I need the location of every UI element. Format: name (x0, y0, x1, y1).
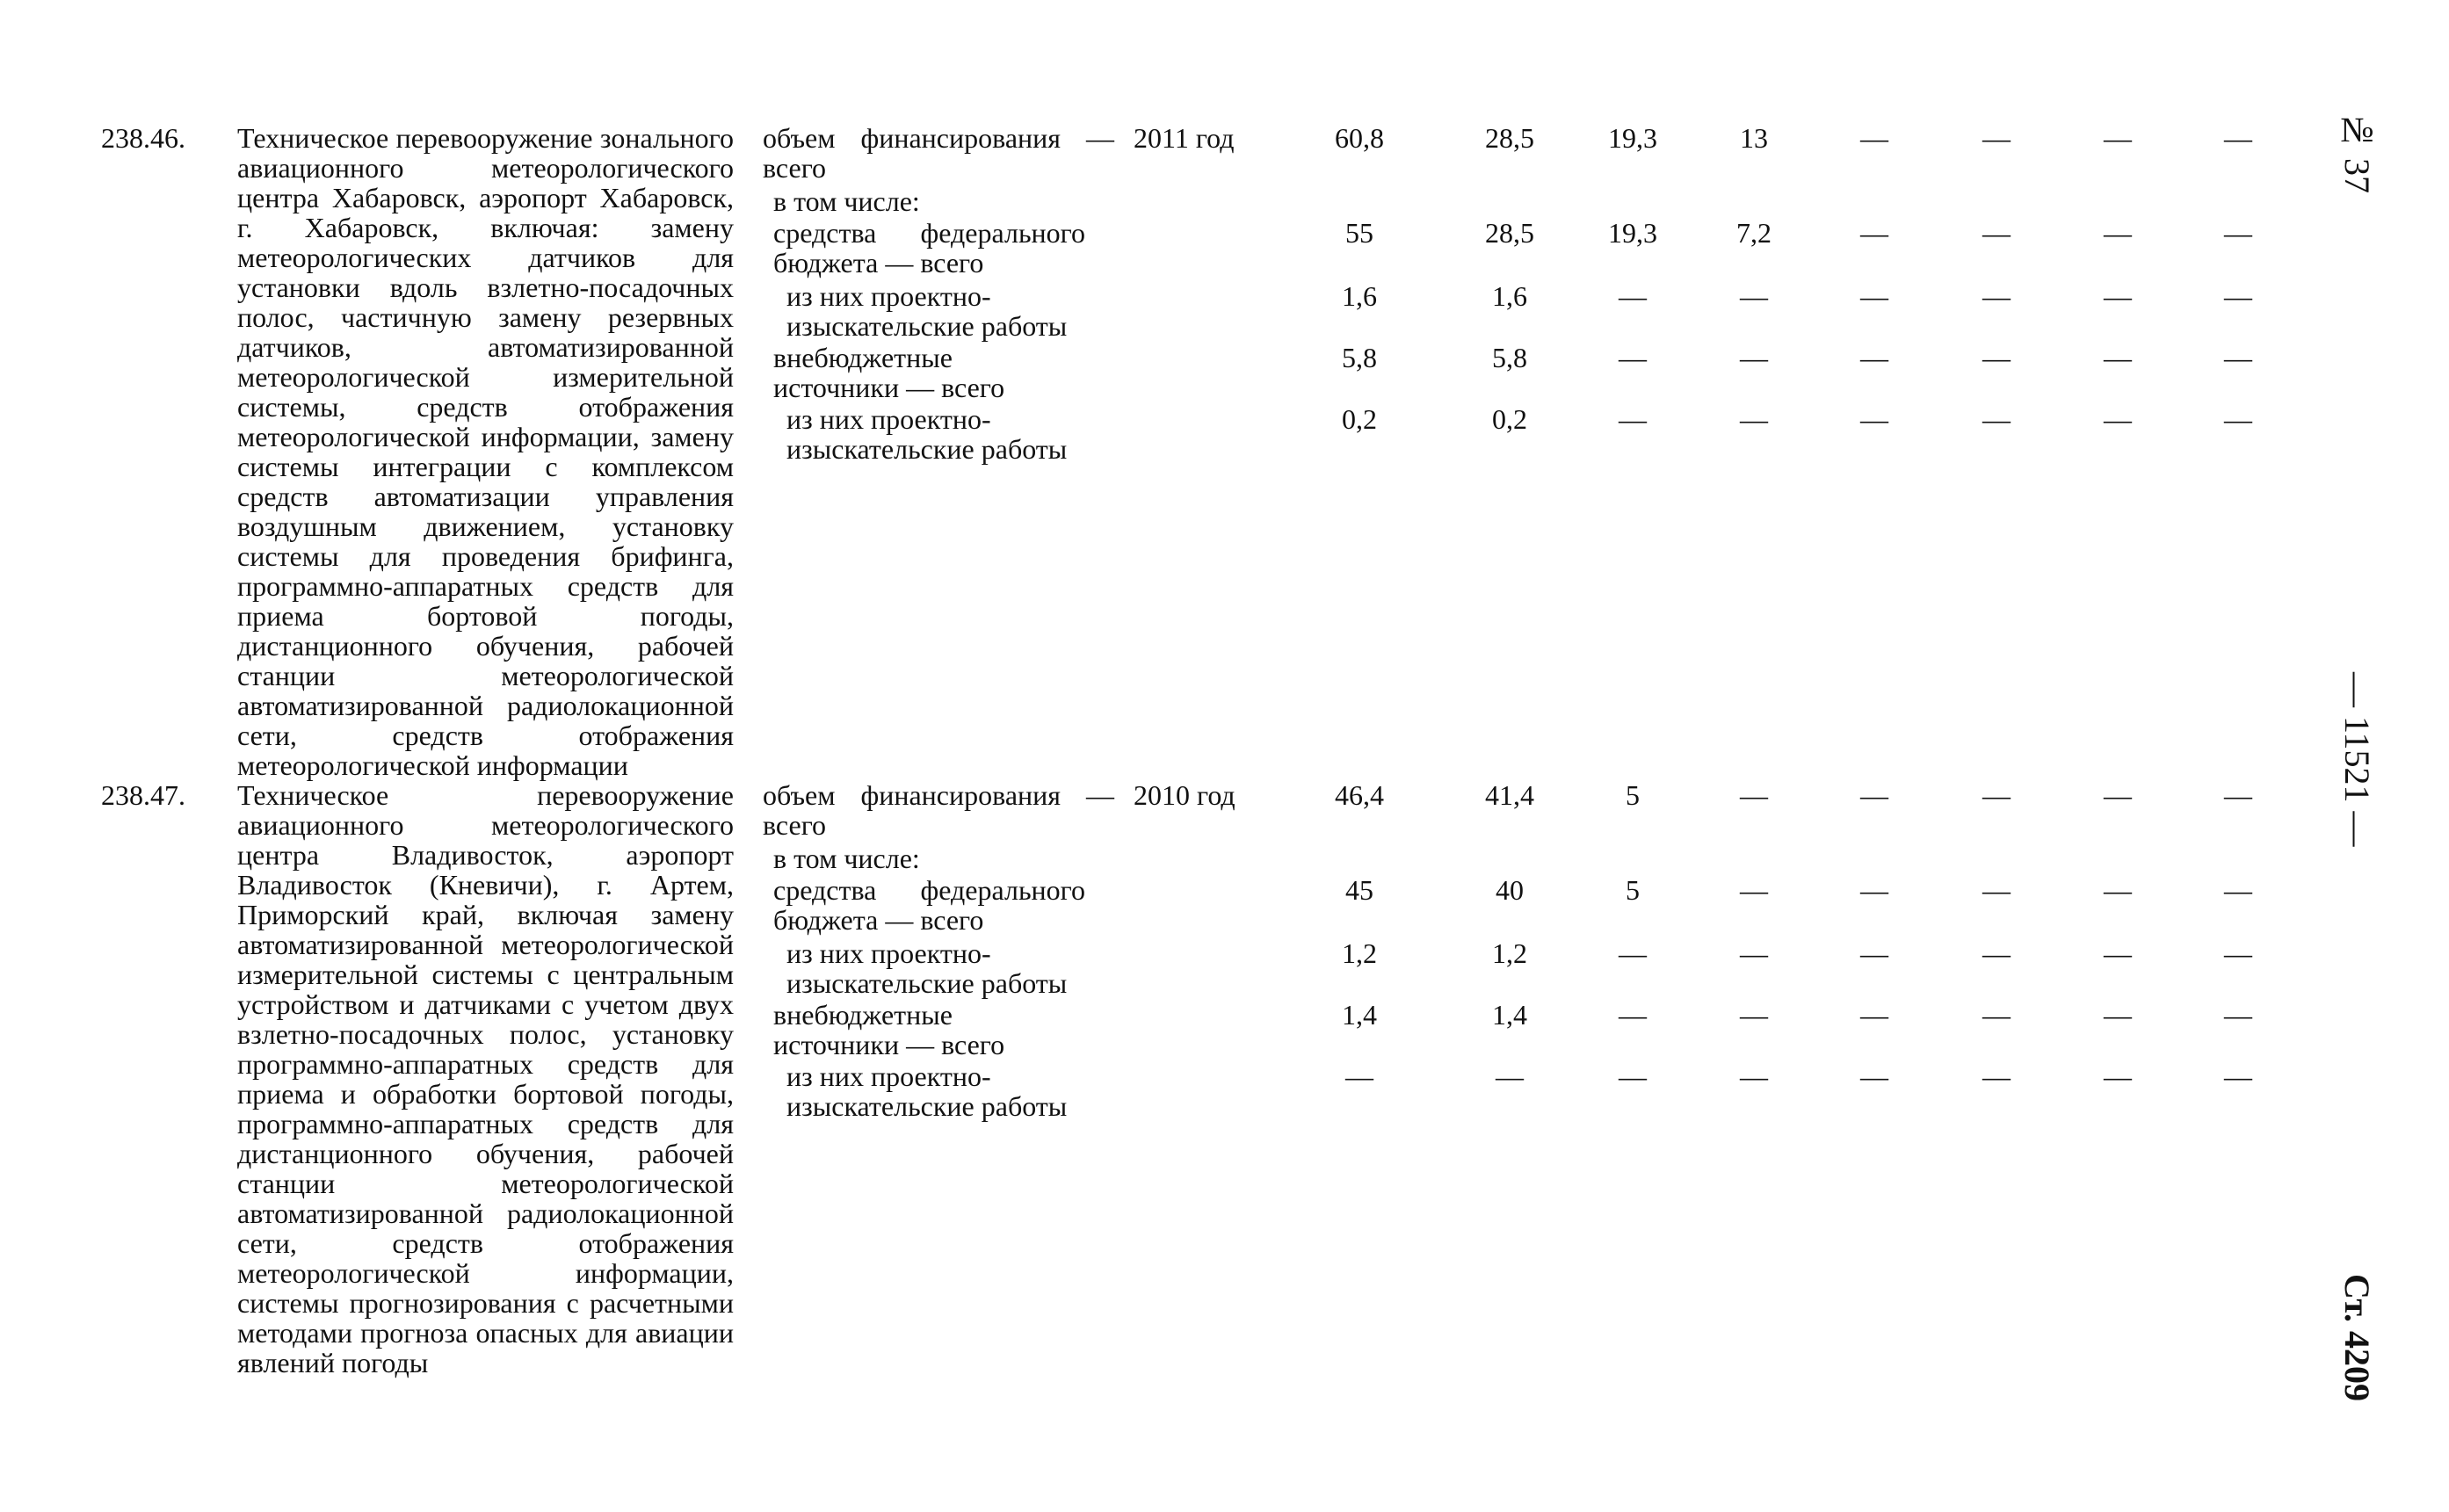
value-cell: 28,5 (1485, 122, 1534, 154)
value-cell: 40 (1496, 874, 1524, 906)
value-cell: — (1740, 779, 1768, 811)
value-cell: — (2224, 999, 2252, 1031)
value-cell: 0,2 (1492, 403, 1527, 435)
value-cell: — (1619, 342, 1647, 373)
value-cell: — (1982, 403, 2011, 435)
value-cell: — (1860, 999, 1888, 1031)
issue-number: № 37 (2337, 110, 2377, 193)
document-number: — 11521 — (2337, 672, 2377, 847)
value-cell: — (2104, 280, 2132, 312)
value-cell: 1,2 (1342, 937, 1377, 969)
value-cell: 1,6 (1492, 280, 1527, 312)
value-cell: 1,6 (1342, 280, 1377, 312)
value-cell: — (1740, 874, 1768, 906)
value-cell: — (2104, 122, 2132, 154)
value-cell: 46,4 (1335, 779, 1384, 811)
value-cell: 1,2 (1492, 937, 1527, 969)
year-cell: 2010 год (1134, 779, 1235, 811)
value-cell: 60,8 (1335, 122, 1384, 154)
value-cell: — (1740, 937, 1768, 969)
entry-number: 238.46. (101, 122, 185, 154)
financing-total-label: объем финансирования — всего (763, 122, 1114, 184)
value-cell: 55 (1345, 217, 1373, 249)
value-cell: 41,4 (1485, 779, 1534, 811)
value-cell: 1,4 (1492, 999, 1527, 1031)
value-cell: — (1740, 1060, 1768, 1092)
value-cell: — (2224, 1060, 2252, 1092)
year-cell: 2011 год (1134, 122, 1235, 154)
entry-description: Техническое перевооружение авиационного метеорологического центра Владивосток, аэропорт Владивосток (Кневичи), г. Артем, Приморский край, включая замену автоматизированной метеорологической измерительной системы с центральным устройством и датчиками с учетом двух взлетно-посадочных полос, установку программно-аппаратных средств для приема и обработки бортовой погоды, программно-аппаратных средств для дистанционного обучения, рабочей станции метеорологической автоматизированной радиолокационной сети, средств отображения метеорологической информации, системы прогнозирования с расчетными методами прогноза опасных для авиации явлений погоды (237, 779, 734, 1378)
federal-budget-label: средства федерального бюджета — всего (773, 874, 1085, 936)
value-cell: — (1982, 280, 2011, 312)
value-cell: — (2224, 874, 2252, 906)
value-cell: — (1860, 122, 1888, 154)
value-cell: — (2104, 342, 2132, 373)
value-cell: — (1619, 1060, 1647, 1092)
value-cell: 5,8 (1492, 342, 1527, 373)
entry-number: 238.47. (101, 779, 185, 811)
value-cell: 13 (1740, 122, 1768, 154)
value-cell: — (2224, 217, 2252, 249)
extrabudget-design-label: из них проектно-изыскательские работы (786, 1060, 1068, 1122)
value-cell: 5,8 (1342, 342, 1377, 373)
value-cell: — (2224, 342, 2252, 373)
financing-including-label: в том числе: (773, 843, 920, 874)
value-cell: — (2104, 937, 2132, 969)
value-cell: — (1619, 937, 1647, 969)
value-cell: — (1982, 1060, 2011, 1092)
value-cell: — (2224, 403, 2252, 435)
extrabudget-label: внебюджетные источники — всего (773, 342, 1005, 403)
value-cell: — (2224, 937, 2252, 969)
value-cell: 5 (1626, 779, 1640, 811)
value-cell: 19,3 (1608, 122, 1657, 154)
value-cell: — (1740, 403, 1768, 435)
value-cell: — (2104, 874, 2132, 906)
value-cell: — (1345, 1060, 1373, 1092)
value-cell: — (2104, 779, 2132, 811)
value-cell: — (2104, 403, 2132, 435)
value-cell: — (1982, 122, 2011, 154)
value-cell: — (1860, 1060, 1888, 1092)
extrabudget-design-label: из них проектно-изыскательские работы (786, 403, 1068, 465)
entry-description: Техническое перевооружение зонального авиационного метеорологического центра Хабаровск, аэропорт Хабаровск, г. Хабаровск, включая: замену метеорологических датчиков для установки вдоль взлетно-посадочных полос, частичную замену резервных датчиков, автоматизированной метеорологической измерительной системы, средств отображения метеорологической информации, замену системы интеграции с комплексом средств автоматизации управления воздушным движением, установку системы для проведения брифинга, программно-аппаратных средств для приема бортовой погоды, дистанционного обучения, рабочей станции метеорологической автоматизированной радиолокационной сети, средств отображения метеорологической информации (237, 122, 734, 781)
value-cell: — (1860, 342, 1888, 373)
federal-design-label: из них проектно-изыскательские работы (786, 937, 1068, 999)
value-cell: — (1619, 403, 1647, 435)
extrabudget-label: внебюджетные источники — всего (773, 999, 1005, 1060)
value-cell: — (1740, 280, 1768, 312)
value-cell: — (2224, 779, 2252, 811)
value-cell: 0,2 (1342, 403, 1377, 435)
value-cell: — (2104, 999, 2132, 1031)
value-cell: — (1860, 280, 1888, 312)
value-cell: — (1860, 779, 1888, 811)
value-cell: — (1496, 1060, 1524, 1092)
value-cell: — (2104, 1060, 2132, 1092)
value-cell: — (2104, 217, 2132, 249)
value-cell: — (1860, 217, 1888, 249)
value-cell: — (1740, 999, 1768, 1031)
value-cell: — (1982, 779, 2011, 811)
value-cell: — (1860, 403, 1888, 435)
page-number: Ст. 4209 (2337, 1274, 2377, 1401)
value-cell: 28,5 (1485, 217, 1534, 249)
financing-including-label: в том числе: (773, 185, 920, 217)
value-cell: — (1860, 937, 1888, 969)
value-cell: — (1982, 874, 2011, 906)
value-cell: — (1982, 937, 2011, 969)
financing-total-label: объем финансирования — всего (763, 779, 1114, 841)
value-cell: 5 (1626, 874, 1640, 906)
value-cell: — (1860, 874, 1888, 906)
value-cell: 19,3 (1608, 217, 1657, 249)
value-cell: 45 (1345, 874, 1373, 906)
value-cell: — (1982, 342, 2011, 373)
value-cell: — (1982, 217, 2011, 249)
value-cell: 7,2 (1736, 217, 1772, 249)
value-cell: 1,4 (1342, 999, 1377, 1031)
value-cell: — (1619, 999, 1647, 1031)
value-cell: — (1619, 280, 1647, 312)
value-cell: — (1982, 999, 2011, 1031)
value-cell: — (2224, 122, 2252, 154)
federal-budget-label: средства федерального бюджета — всего (773, 217, 1085, 279)
value-cell: — (1740, 342, 1768, 373)
federal-design-label: из них проектно-изыскательские работы (786, 280, 1068, 342)
value-cell: — (2224, 280, 2252, 312)
